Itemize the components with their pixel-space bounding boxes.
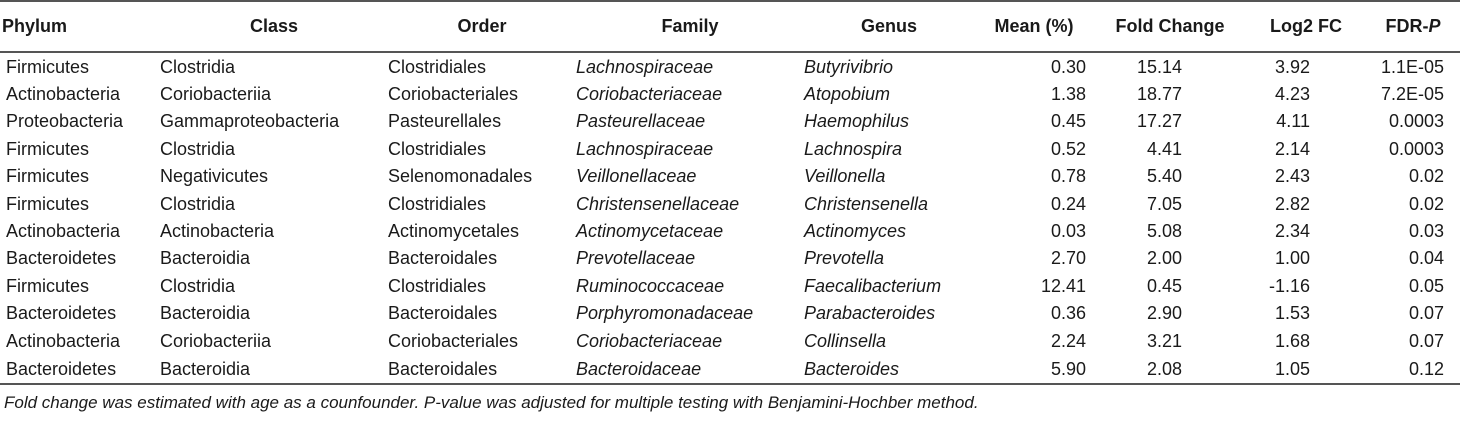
cell-genus: Actinomyces [804,221,907,242]
cell-class: Clostridia [160,56,236,77]
table-footnote: Fold change was estimated with age as a counfounder. P-value was adjusted for multiple testing with Benjamini-Hochber method. [4,393,979,413]
header-fold-change: Fold Change [1094,1,1246,52]
cell-class: Bacteroidia [160,354,388,384]
cell-mean: 0.52 [1050,138,1086,159]
cell-mean: 0.24 [1050,193,1086,214]
cell-phylum: Firmicutes [6,56,90,77]
header-class: Class [160,1,388,52]
cell-order: Clostridiales [388,138,487,159]
table-row [0,354,1460,384]
header-fdr-p [1366,1,1460,52]
cell-mean: 0.36 [1050,303,1086,324]
cell-fold-change: 3.21 [1146,330,1182,351]
header-order: Order [388,1,576,52]
cell-mean: 0.78 [1050,166,1086,187]
table-body [0,52,1460,384]
cell-log2fc: 1.00 [1274,248,1310,269]
cell-fdr-p: 0.0003 [1388,111,1444,132]
cell-fdr-p: 0.12 [1366,354,1460,384]
cell-order: Selenomonadales [388,166,533,187]
cell-phylum: Actinobacteria [6,221,121,242]
cell-fold-change: 2.90 [1146,303,1182,324]
cell-family: Ruminococcaceae [576,275,725,296]
cell-log2fc: 3.92 [1274,56,1310,77]
cell-family: Porphyromonadaceae [576,303,754,324]
cell-family: Lachnospiraceae [576,56,714,77]
table-row [0,245,1460,272]
cell-genus: Haemophilus [804,111,910,132]
cell-class: Coriobacteriia [160,330,272,351]
cell-genus: Collinsella [804,330,887,351]
cell-phylum: Actinobacteria [6,330,121,351]
cell-order: Bacteroidales [388,303,498,324]
cell-fold-change: 2.00 [1146,248,1182,269]
cell-order: Clostridiales [388,275,487,296]
cell-fold-change: 0.45 [1146,275,1182,296]
cell-phylum: Firmicutes [6,166,90,187]
cell-class: Clostridia [160,193,236,214]
header-phylum: Phylum [0,1,160,52]
cell-mean: 5.90 [974,354,1094,384]
cell-log2fc: 2.14 [1274,138,1310,159]
cell-genus: Butyrivibrio [804,56,894,77]
cell-class: Coriobacteriia [160,84,272,105]
cell-phylum: Bacteroidetes [6,303,117,324]
cell-phylum: Firmicutes [6,138,90,159]
table-row [0,108,1460,135]
cell-genus: Parabacteroides [804,303,936,324]
cell-genus: Christensenella [804,193,929,214]
cell-class: Actinobacteria [160,221,275,242]
cell-family: Coriobacteriaceae [576,84,723,105]
header-log2fc: Log2 FC [1246,1,1366,52]
cell-family: Lachnospiraceae [576,138,714,159]
cell-mean: 12.41 [1040,275,1086,296]
cell-family: Coriobacteriaceae [576,330,723,351]
table-row [0,300,1460,327]
cell-fdr-p: 0.07 [1408,330,1444,351]
table-row [0,217,1460,244]
cell-fdr-p: 0.03 [1408,221,1444,242]
cell-fold-change: 5.40 [1146,166,1182,187]
header-fdr-p-italic: P [1428,16,1441,36]
header-genus: Genus [804,1,974,52]
cell-class: Gammaproteobacteria [160,111,340,132]
cell-log2fc: 1.68 [1274,330,1310,351]
cell-genus: Prevotella [804,248,885,269]
table-row [0,52,1460,80]
cell-order: Actinomycetales [388,221,520,242]
cell-fold-change: 15.14 [1136,56,1182,77]
cell-genus: Veillonella [804,166,886,187]
cell-log2fc: 2.34 [1274,221,1310,242]
cell-mean: 0.03 [1050,221,1086,242]
cell-class: Clostridia [160,138,236,159]
cell-log2fc: 4.23 [1274,84,1310,105]
cell-order: Pasteurellales [388,111,502,132]
cell-mean: 1.38 [1050,84,1086,105]
cell-fold-change: 2.08 [1094,354,1246,384]
table-row [0,327,1460,354]
cell-genus: Lachnospira [804,138,903,159]
cell-phylum: Actinobacteria [6,84,121,105]
cell-log2fc: 4.11 [1276,111,1310,132]
cell-genus: Bacteroides [804,354,974,384]
cell-mean: 2.24 [1050,330,1086,351]
cell-fold-change: 4.41 [1146,138,1182,159]
cell-phylum: Bacteroidetes [0,354,160,384]
cell-fdr-p: 0.02 [1408,166,1444,187]
cell-fdr-p: 0.04 [1408,248,1444,269]
table-row [0,135,1460,162]
cell-mean: 0.30 [1050,56,1086,77]
cell-order: Clostridiales [388,193,487,214]
cell-order: Coriobacteriales [388,330,519,351]
cell-family: Prevotellaceae [576,248,696,269]
table-row [0,163,1460,190]
cell-fold-change: 5.08 [1146,221,1182,242]
cell-genus: Atopobium [804,84,891,105]
header-fdr-label: FDR- [1385,16,1429,36]
cell-fold-change: 17.27 [1136,111,1182,132]
cell-class: Clostridia [160,275,236,296]
cell-mean: 2.70 [1050,248,1086,269]
cell-log2fc: -1.16 [1268,275,1310,296]
cell-genus: Faecalibacterium [804,275,942,296]
cell-family: Actinomycetaceae [576,221,724,242]
cell-order: Bacteroidales [388,354,576,384]
cell-fold-change: 7.05 [1146,193,1182,214]
header-row [0,1,1460,52]
cell-phylum: Bacteroidetes [6,248,117,269]
cell-fdr-p: 7.2E-05 [1380,84,1444,105]
table-row [0,190,1460,217]
header-family: Family [576,1,804,52]
cell-log2fc: 2.82 [1274,193,1310,214]
cell-log2fc: 2.43 [1274,166,1310,187]
cell-class: Bacteroidia [160,303,251,324]
table-row [0,272,1460,299]
table-row [0,80,1460,107]
cell-fdr-p: 0.02 [1408,193,1444,214]
cell-fdr-p: 0.07 [1408,303,1444,324]
header-mean: Mean (%) [974,1,1094,52]
cell-family: Veillonellaceae [576,166,697,187]
cell-phylum: Firmicutes [6,275,90,296]
cell-family: Pasteurellaceae [576,111,706,132]
cell-family: Bacteroidaceae [576,354,804,384]
cell-order: Bacteroidales [388,248,498,269]
cell-class: Negativicutes [160,166,269,187]
cell-phylum: Proteobacteria [6,111,124,132]
cell-class: Bacteroidia [160,248,251,269]
cell-log2fc: 1.53 [1274,303,1310,324]
cell-fold-change: 18.77 [1136,84,1182,105]
cell-order: Clostridiales [388,56,487,77]
cell-fdr-p: 0.05 [1408,275,1444,296]
cell-family: Christensenellaceae [576,193,740,214]
cell-fdr-p: 1.1E-05 [1380,56,1444,77]
cell-mean: 0.45 [1050,111,1086,132]
cell-order: Coriobacteriales [388,84,519,105]
cell-log2fc: 1.05 [1246,354,1366,384]
cell-fdr-p: 0.0003 [1388,138,1444,159]
cell-phylum: Firmicutes [6,193,90,214]
